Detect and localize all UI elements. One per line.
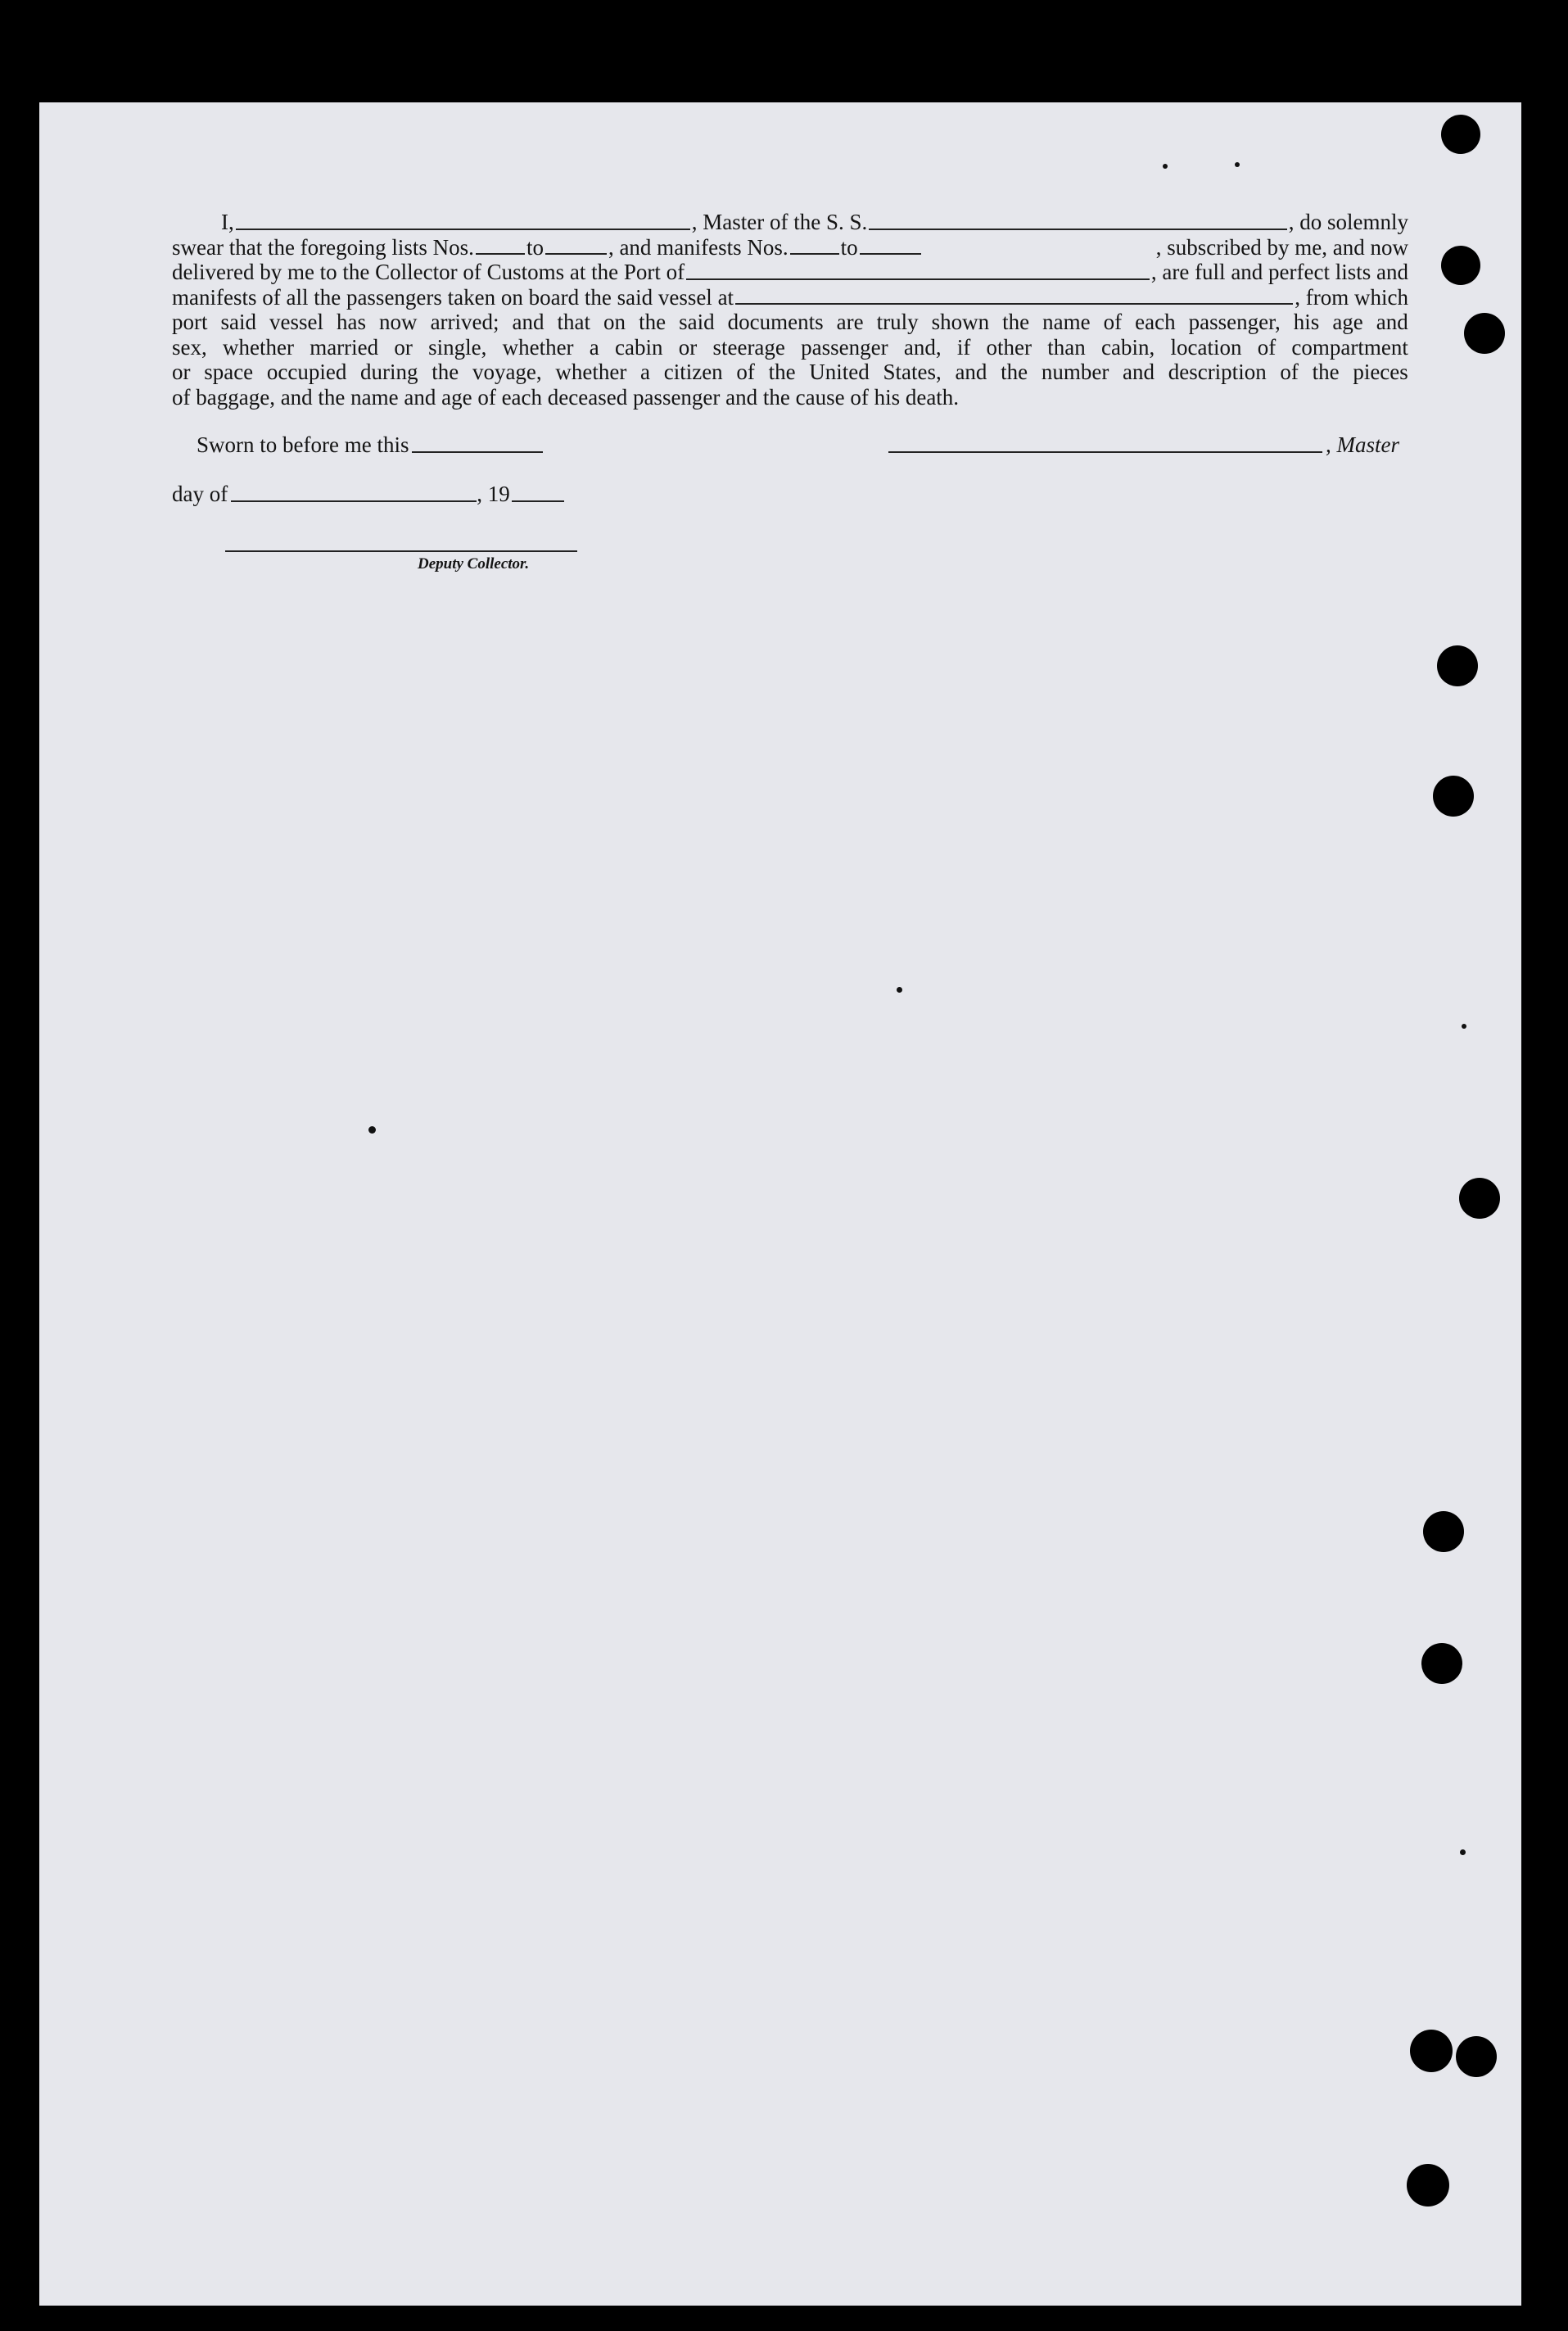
- oath-word: said: [679, 310, 715, 334]
- oath-word: than: [1047, 334, 1086, 360]
- oath-word: the: [768, 360, 796, 384]
- punch-hole-icon: [1441, 246, 1480, 285]
- oath-word: and: [1123, 360, 1155, 384]
- oath-word: name: [1042, 310, 1091, 334]
- oath-word: or: [678, 334, 698, 360]
- oath-word: sex,: [172, 334, 207, 360]
- ship-name-field[interactable]: [869, 229, 1287, 230]
- punch-hole-icon: [1433, 776, 1474, 817]
- oath-word: passenger: [801, 334, 888, 360]
- oath-word: of: [736, 360, 755, 384]
- oath-line-4: [172, 285, 1408, 310]
- port-field[interactable]: [686, 278, 1150, 280]
- oath-text: delivered by me to the Collector of Customs at the Port of: [172, 260, 685, 284]
- oath-word: a: [640, 360, 651, 384]
- master-name-field[interactable]: [236, 229, 690, 230]
- oath-word: during: [360, 360, 418, 384]
- oath-text: to: [840, 234, 858, 260]
- oath-text: , subscribed by me, and now: [1155, 234, 1408, 260]
- oath-word: port: [172, 310, 208, 334]
- sworn-line: [197, 432, 543, 458]
- oath-word: and: [512, 310, 545, 334]
- oath-word: and: [955, 360, 987, 384]
- scan-speck: [1235, 162, 1240, 167]
- oath-line-1: [172, 210, 1408, 235]
- oath-word: whether: [555, 360, 627, 384]
- oath-word: voyage,: [472, 360, 542, 384]
- oath-word: the: [1312, 360, 1340, 384]
- oath-word: passenger,: [1188, 310, 1281, 334]
- oath-word: location: [1170, 334, 1242, 360]
- oath-word: pieces: [1353, 360, 1408, 384]
- oath-word: vessel: [269, 310, 324, 334]
- manifests-to-field[interactable]: [860, 253, 921, 255]
- oath-word: the: [1002, 310, 1030, 334]
- scan-speck: [1462, 1024, 1466, 1029]
- oath-word: whether: [222, 334, 294, 360]
- day-of-label: day of: [172, 482, 228, 506]
- oath-word: the: [1001, 360, 1028, 384]
- punch-hole-icon: [1459, 1178, 1500, 1219]
- oath-word: the: [432, 360, 459, 384]
- punch-hole-icon: [1421, 1643, 1462, 1684]
- oath-line-6: [172, 335, 1408, 360]
- oath-word: citizen: [663, 360, 723, 384]
- oath-word: now: [379, 310, 418, 334]
- oath-line-7: [172, 360, 1408, 385]
- punch-hole-icon: [1407, 2164, 1449, 2207]
- date-line: [172, 482, 564, 507]
- oath-word: a: [589, 334, 599, 360]
- oath-word: space: [204, 360, 254, 384]
- punch-hole-icon: [1437, 645, 1478, 686]
- oath-text: I,: [221, 210, 234, 234]
- oath-word: if: [956, 334, 971, 360]
- oath-text: , Master of the S. S.: [691, 210, 868, 234]
- master-signature-line: [888, 432, 1399, 458]
- sworn-day-field[interactable]: [412, 451, 543, 453]
- oath-word: and,: [903, 334, 942, 360]
- oath-word: of: [1280, 360, 1299, 384]
- oath-word: occupied: [266, 360, 347, 384]
- embarkation-port-field[interactable]: [735, 303, 1293, 305]
- year-prefix: , 19: [477, 482, 510, 506]
- scan-speck: [1460, 1849, 1466, 1855]
- punch-hole-icon: [1410, 2030, 1453, 2072]
- punch-hole-icon: [1441, 115, 1480, 154]
- lists-to-field[interactable]: [545, 253, 607, 255]
- year-field[interactable]: [512, 500, 564, 502]
- oath-paragraph: [172, 210, 1408, 410]
- oath-word: other: [986, 334, 1033, 360]
- oath-word: arrived;: [430, 310, 499, 334]
- month-field[interactable]: [231, 500, 477, 502]
- deputy-signature-field[interactable]: [225, 550, 577, 552]
- oath-word: steerage: [712, 334, 785, 360]
- oath-text: , are full and perfect lists and: [1150, 260, 1408, 284]
- scan-speck: [368, 1126, 376, 1134]
- oath-word: of: [1103, 310, 1123, 334]
- oath-line-2: [172, 235, 1408, 260]
- oath-word: number: [1041, 360, 1109, 384]
- master-signature-field[interactable]: [888, 451, 1322, 453]
- oath-word: shown: [931, 310, 990, 334]
- oath-word: truly: [876, 310, 919, 334]
- oath-line-3: [172, 260, 1408, 285]
- oath-text: manifests of all the passengers taken on board the said vessel at: [172, 284, 734, 310]
- oath-text: to: [526, 234, 544, 260]
- scan-speck: [897, 987, 902, 993]
- oath-word: married: [310, 334, 379, 360]
- punch-hole-icon: [1423, 1511, 1464, 1552]
- oath-text: , and manifests Nos.: [608, 234, 789, 260]
- oath-word: or: [172, 360, 191, 384]
- oath-line-5: [172, 310, 1408, 335]
- oath-word: the: [639, 310, 667, 334]
- oath-word: has: [337, 310, 367, 334]
- oath-word: each: [1135, 310, 1176, 334]
- oath-word: and: [1376, 310, 1408, 334]
- oath-word: cabin,: [1101, 334, 1155, 360]
- oath-word: of: [1257, 334, 1277, 360]
- oath-word: documents: [727, 310, 824, 334]
- scan-speck: [1163, 164, 1168, 169]
- oath-word: that: [557, 310, 591, 334]
- oath-word: his: [1293, 310, 1320, 334]
- oath-word: compartment: [1291, 334, 1408, 360]
- oath-word: age: [1332, 310, 1363, 334]
- punch-hole-icon: [1464, 313, 1505, 354]
- oath-word: are: [836, 310, 864, 334]
- oath-text: , from which: [1295, 284, 1408, 310]
- manifests-from-field[interactable]: [790, 253, 839, 255]
- sworn-label: Sworn to before me this: [197, 432, 409, 457]
- punch-hole-icon: [1456, 2036, 1497, 2077]
- oath-word: on: [603, 310, 626, 334]
- oath-word: or: [394, 334, 413, 360]
- oath-word: said: [220, 310, 257, 334]
- oath-word: description: [1168, 360, 1267, 384]
- oath-text: swear that the foregoing lists Nos.: [172, 234, 474, 260]
- oath-word: single,: [428, 334, 487, 360]
- master-label: , Master: [1326, 432, 1399, 457]
- oath-word: United: [809, 360, 870, 384]
- oath-word: States,: [883, 360, 942, 384]
- lists-from-field[interactable]: [476, 253, 525, 255]
- oath-word: whether: [502, 334, 574, 360]
- oath-text: , do solemnly: [1288, 210, 1408, 234]
- oath-line-8: of baggage, and the name and age of each deceased passenger and the cause of his death.: [172, 384, 960, 410]
- oath-word: cabin: [615, 334, 663, 360]
- deputy-collector-label: Deputy Collector.: [418, 555, 530, 573]
